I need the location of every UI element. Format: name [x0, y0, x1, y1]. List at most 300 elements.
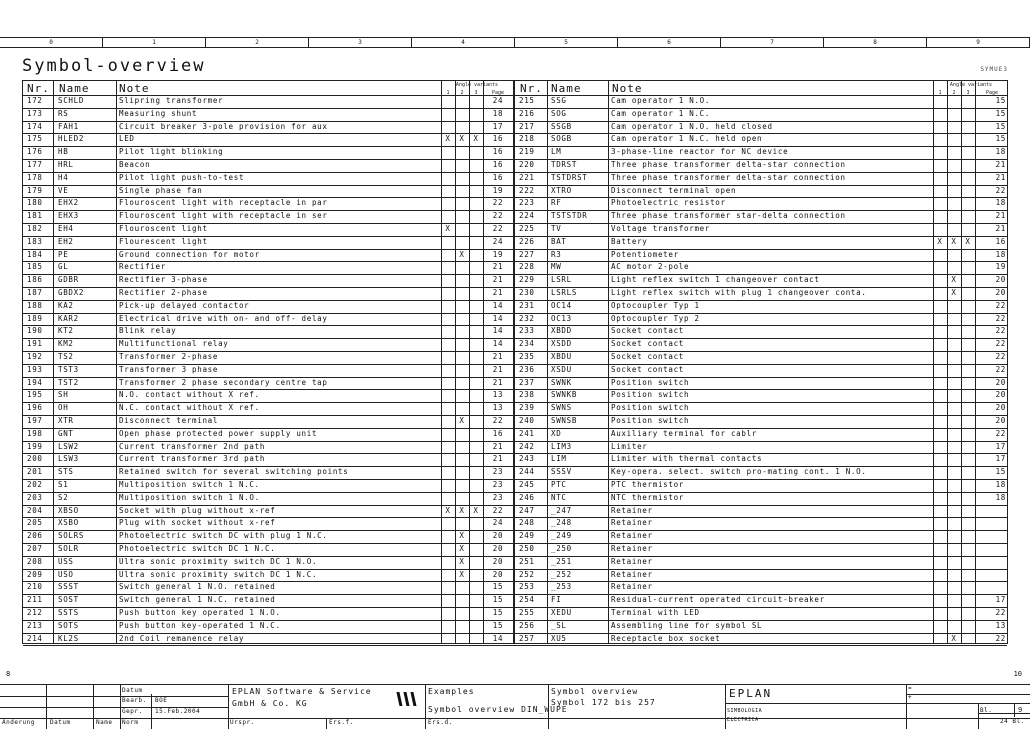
cell-page: 24	[492, 96, 504, 105]
cell-nr: 246	[519, 492, 535, 502]
cell-page: 17	[995, 595, 1006, 605]
cell-note: Ground connection for motor	[119, 249, 260, 259]
cell-note: Cam operator 1 N.O. held closed	[611, 121, 773, 131]
cell-name: GDBR	[58, 275, 79, 285]
cell-nr: 182	[27, 224, 43, 233]
header-name-left: Name	[59, 82, 90, 95]
cell-note: Push button key-operated 1 N.C.	[119, 620, 281, 630]
column-ruler	[0, 37, 1030, 48]
cell-name: SH	[58, 390, 69, 400]
cell-page: 13	[492, 390, 504, 400]
cell-name: USS	[58, 556, 74, 566]
cell-nr: 229	[519, 275, 535, 285]
cell-page: 17	[995, 454, 1006, 464]
table-row	[23, 389, 1009, 402]
cell-nr: 216	[519, 108, 535, 118]
cell-page: 18	[995, 492, 1006, 502]
cell-note: AC motor 2-pole	[611, 262, 690, 272]
cell-note: N.C. contact without X ref.	[119, 403, 260, 413]
cell-name: RS	[58, 108, 69, 118]
cell-page: 21	[995, 224, 1006, 233]
cell-page: 22	[995, 364, 1006, 374]
cell-name: XD	[551, 428, 562, 438]
cell-note: Socket contact	[611, 339, 685, 349]
desc-line2: Symbol 172 bis 257	[551, 698, 656, 707]
cell-page: 22	[995, 300, 1006, 310]
table-row	[23, 633, 1009, 646]
cell-nr: 252	[519, 569, 535, 579]
cell-nr: 227	[519, 249, 535, 259]
cell-nr: 236	[519, 364, 535, 374]
cell-name: EH4	[58, 224, 74, 233]
cell-name: H4	[58, 172, 69, 182]
cell-nr: 209	[27, 569, 43, 579]
cell-page: 22	[995, 326, 1006, 336]
cell-name: USO	[58, 569, 74, 579]
cell-page: 19	[492, 249, 504, 259]
cell-page: 18	[995, 249, 1006, 259]
cell-name: TS2	[58, 352, 74, 361]
table-row	[23, 338, 1009, 351]
cell-page: 15	[995, 96, 1006, 105]
table-row	[23, 517, 1009, 530]
cell-note: Light reflex switch with plug 1 changeover conta.	[611, 288, 867, 297]
cell-note: Three phase transformer delta-star connection	[611, 172, 846, 182]
cell-page: 24	[492, 236, 504, 246]
cell-nr: 205	[27, 518, 43, 528]
cell-note: NTC thermistor	[611, 492, 685, 502]
cell-name: S1	[58, 480, 69, 489]
cell-a2: X	[459, 134, 465, 144]
cell-nr: 220	[519, 160, 535, 169]
cell-nr: 211	[27, 595, 43, 605]
corner-left-number: 8	[6, 670, 11, 678]
cell-page: 14	[492, 326, 504, 336]
table-row	[23, 505, 1009, 518]
cell-page: 15	[492, 608, 504, 617]
cell-nr: 239	[519, 403, 535, 413]
cell-page: 21	[492, 262, 504, 272]
cell-nr: 180	[27, 198, 43, 208]
cell-name: XEDU	[551, 608, 572, 617]
cell-note: Rectifier	[119, 262, 166, 272]
cell-nr: 224	[519, 211, 535, 221]
company-line2: GmbH & Co. KG	[232, 699, 308, 708]
header-nr-left: Nr.	[27, 82, 50, 95]
cell-note: Retainer	[611, 531, 653, 541]
cell-note: Assembling line for symbol SL	[611, 620, 763, 630]
cell-page: 16	[492, 428, 504, 438]
cell-nr: 201	[27, 467, 43, 477]
cell-note: Battery	[611, 236, 648, 246]
cell-nr: 219	[519, 147, 535, 157]
cell-note: Retainer	[611, 544, 653, 553]
header-a2-right: 2	[952, 90, 956, 96]
cell-note: Disconnect terminal open	[611, 185, 737, 195]
cell-page: 21	[492, 352, 504, 361]
cell-nr: 192	[27, 352, 43, 361]
cell-note: Push button key operated 1 N.O.	[119, 608, 281, 617]
cell-nr: 240	[519, 416, 535, 425]
cell-note: Cam operator 1 N.O.	[611, 96, 711, 105]
cell-a2: X	[459, 249, 465, 259]
cell-name: HRL	[58, 160, 74, 169]
table-row	[23, 172, 1009, 185]
cell-page: 21	[492, 377, 504, 387]
cell-page: 15	[492, 620, 504, 630]
grid-line	[23, 645, 1007, 646]
cell-nr: 225	[519, 224, 535, 233]
cell-note: Open phase protected power supply unit	[119, 428, 318, 438]
cell-name: XSDD	[551, 339, 572, 349]
cell-name: S2	[58, 492, 69, 502]
cell-note: Beacon	[119, 160, 151, 169]
cell-name: _248	[551, 518, 572, 528]
table-row	[23, 185, 1009, 198]
header-page-right: Page	[985, 90, 999, 96]
datum-label: Datum	[122, 687, 143, 694]
cell-note: Auxiliary terminal for cablr	[611, 428, 758, 438]
cell-note: Rectifier 3-phase	[119, 275, 208, 285]
cell-name: KL2S	[58, 633, 79, 643]
cell-page: 22	[995, 313, 1006, 323]
cell-name: TSTSTDR	[551, 211, 588, 221]
cell-nr: 221	[519, 172, 535, 182]
cell-page: 22	[492, 224, 504, 233]
cell-name: FI	[551, 595, 562, 605]
cell-name: XU5	[551, 633, 567, 643]
table-row	[23, 108, 1009, 121]
table-row	[23, 377, 1009, 390]
cell-name: SWNKB	[551, 390, 578, 400]
cell-nr: 202	[27, 480, 43, 489]
cell-name: OC13	[551, 313, 572, 323]
cell-nr: 237	[519, 377, 535, 387]
cell-page: 15	[995, 121, 1006, 131]
cell-note: Rectifier 2-phase	[119, 288, 208, 297]
cell-note: Ultra sonic proximity switch DC 1 N.O.	[119, 556, 318, 566]
table-row	[23, 300, 1009, 313]
cell-nr: 186	[27, 275, 43, 285]
cell-a1: X	[445, 134, 451, 144]
cell-note: Retainer	[611, 582, 653, 592]
cell-note: Key-opera. select. switch pro-mating cont. 1 N.O.	[611, 467, 867, 477]
cell-name: KAR2	[58, 313, 79, 323]
cell-name: GL	[58, 262, 69, 272]
cell-nr: 217	[519, 121, 535, 131]
cell-name: SSGB	[551, 121, 572, 131]
cell-page: 17	[995, 441, 1006, 451]
header-a3-left: 3	[474, 90, 478, 96]
cell-note: Flourescent light	[119, 236, 208, 246]
table-row	[23, 428, 1009, 441]
cell-nr: 215	[519, 96, 535, 105]
header-note-right: Note	[612, 82, 643, 95]
ruler-cell: 3	[309, 38, 412, 47]
cell-note: Socket contact	[611, 326, 685, 336]
cell-nr: 233	[519, 326, 535, 336]
table-row	[23, 364, 1009, 377]
titleblock-line	[725, 685, 726, 729]
desc-line1: Symbol overview	[551, 687, 639, 696]
cell-name: OC14	[551, 300, 572, 310]
titleblock-line	[0, 707, 228, 708]
sheet-total: 24 Bl.	[1000, 718, 1025, 725]
cell-note: Switch general 1 N.C. retained	[119, 595, 276, 605]
table-row	[23, 274, 1009, 287]
cell-nr: 190	[27, 326, 43, 336]
table-row	[23, 581, 1009, 594]
cell-note: Transformer 2-phase	[119, 352, 219, 361]
cell-name: RF	[551, 198, 562, 208]
cell-nr: 178	[27, 172, 43, 182]
cell-note: Circuit breaker 3-pole provision for aux	[119, 121, 328, 131]
cell-note: Cam operator 1 N.C.	[611, 108, 711, 118]
cell-nr: 173	[27, 108, 43, 118]
cell-page: 16	[492, 172, 504, 182]
cell-page: 18	[995, 480, 1006, 489]
eq-mark: =	[908, 685, 913, 692]
cell-nr: 174	[27, 121, 43, 131]
cell-nr: 181	[27, 211, 43, 221]
cell-nr: 189	[27, 313, 43, 323]
table-row	[23, 556, 1009, 569]
cell-page: 23	[492, 467, 504, 477]
cell-name: XSDU	[551, 364, 572, 374]
cell-note: Retainer	[611, 518, 653, 528]
cell-note: Pick-up delayed contactor	[119, 300, 250, 310]
cell-note: Photoelectric switch DC 1 N.C.	[119, 544, 276, 553]
cell-name: SWNK	[551, 377, 572, 387]
cell-nr: 226	[519, 236, 535, 246]
cell-name: LSRL	[551, 275, 572, 285]
cell-a2: X	[951, 288, 957, 297]
table-row	[23, 402, 1009, 415]
cell-note: PTC thermistor	[611, 480, 685, 489]
cell-name: TST3	[58, 364, 79, 374]
cell-page: 22	[492, 505, 504, 515]
cell-a3: X	[473, 505, 479, 515]
cell-note: Multiposition switch 1 N.O.	[119, 492, 260, 502]
table-row	[23, 607, 1009, 620]
ruler-cell: 2	[206, 38, 309, 47]
cell-page: 24	[492, 518, 504, 528]
cell-name: TV	[551, 224, 562, 233]
table-row	[23, 569, 1009, 582]
cell-nr: 242	[519, 441, 535, 451]
ers-d-label: Ers.d.	[428, 719, 453, 726]
cell-nr: 208	[27, 556, 43, 566]
header-angle-right: Angle variants	[949, 82, 993, 88]
ruler-cell: 7	[721, 38, 824, 47]
company-logo-icon	[395, 688, 421, 710]
cell-page: 15	[995, 108, 1006, 118]
table-row	[23, 620, 1009, 633]
cell-page: 22	[492, 211, 504, 221]
cell-note: Multifunctional relay	[119, 339, 229, 349]
titleblock-line	[1014, 703, 1015, 717]
cell-page: 21	[995, 160, 1006, 169]
cell-name: SOLR	[58, 544, 79, 553]
cell-name: XSBO	[58, 518, 79, 528]
header-page-left: Page	[491, 90, 505, 96]
ruler-cell: 6	[618, 38, 721, 47]
cell-page: 20	[995, 377, 1006, 387]
cell-name: SWNS	[551, 403, 572, 413]
table-row	[23, 325, 1009, 338]
cell-nr: 241	[519, 428, 535, 438]
cell-note: Flouroscent light	[119, 224, 208, 233]
table-row	[23, 197, 1009, 210]
cell-name: XTRO	[551, 185, 572, 195]
cell-page: 21	[492, 288, 504, 297]
titleblock-line	[978, 713, 1030, 714]
cell-a2: X	[459, 505, 465, 515]
cell-a2: X	[951, 236, 957, 246]
cell-note: Multiposition switch 1 N.C.	[119, 480, 260, 489]
sheet-number: 9	[1018, 706, 1023, 714]
titleblock-line	[151, 694, 152, 729]
cell-name: VE	[58, 185, 69, 195]
cell-name: _247	[551, 505, 572, 515]
cell-page: 18	[995, 147, 1006, 157]
cell-nr: 256	[519, 620, 535, 630]
cell-nr: 204	[27, 505, 43, 515]
cell-page: 13	[492, 403, 504, 413]
titleblock-line	[906, 694, 1030, 695]
cell-nr: 184	[27, 249, 43, 259]
cell-nr: 213	[27, 620, 43, 630]
cell-page: 20	[492, 569, 504, 579]
cell-note: Optocoupler Typ 1	[611, 300, 700, 310]
cell-a2: X	[459, 416, 465, 425]
cell-page: 18	[492, 108, 504, 118]
cell-page: 21	[995, 172, 1006, 182]
cell-name: SCHLD	[58, 96, 85, 105]
cell-name: BAT	[551, 236, 567, 246]
cell-nr: 235	[519, 352, 535, 361]
cell-note: Limiter with thermal contacts	[611, 454, 763, 464]
cell-name: SWNSB	[551, 416, 578, 425]
cell-page: 15	[995, 467, 1006, 477]
cell-note: Ultra sonic proximity switch DC 1 N.C.	[119, 569, 318, 579]
header-name-right: Name	[551, 82, 582, 95]
sheet-number-label: Bl.	[980, 707, 993, 714]
cell-page: 22	[492, 416, 504, 425]
table-row	[23, 210, 1009, 223]
cell-nr: 232	[519, 313, 535, 323]
cell-note: Residual-current operated circuit-breaker	[611, 595, 825, 605]
cell-note: Measuring shunt	[119, 108, 198, 118]
cell-name: FAH1	[58, 121, 79, 131]
cell-nr: 207	[27, 544, 43, 553]
cell-note: Socket with plug without x-ref	[119, 505, 276, 515]
header-note-left: Note	[119, 82, 150, 95]
cell-name: _253	[551, 582, 572, 592]
cell-nr: 245	[519, 480, 535, 489]
header-angle-left: Angle variants	[455, 82, 499, 88]
cell-page: 21	[995, 211, 1006, 221]
cell-page: 20	[995, 288, 1006, 297]
cell-name: EHX2	[58, 198, 79, 208]
cell-note: Retainer	[611, 556, 653, 566]
titleblock-line	[725, 703, 906, 704]
cell-note: Receptacle box socket	[611, 633, 721, 643]
cell-page: 21	[492, 441, 504, 451]
cell-note: Photoelectric resistor	[611, 198, 726, 208]
cell-nr: 187	[27, 288, 43, 297]
cell-nr: 176	[27, 147, 43, 157]
cell-name: _249	[551, 531, 572, 541]
cell-nr: 222	[519, 185, 535, 195]
cell-name: _250	[551, 544, 572, 553]
cell-note: Voltage transformer	[611, 224, 711, 233]
cell-nr: 179	[27, 185, 43, 195]
cell-page: 13	[995, 620, 1006, 630]
cell-page: 21	[492, 454, 504, 464]
cell-page: 20	[995, 403, 1006, 413]
cell-name: LSW2	[58, 441, 79, 451]
cell-page: 18	[995, 198, 1006, 208]
table-row	[23, 441, 1009, 454]
cell-note: Transformer 2 phase secondary centre tap	[119, 377, 328, 387]
cell-note: Slipring transformer	[119, 96, 224, 105]
cell-name: PE	[58, 249, 69, 259]
ruler-cell: 1	[103, 38, 206, 47]
titleblock-line	[228, 685, 229, 729]
cell-nr: 250	[519, 544, 535, 553]
cell-nr: 175	[27, 134, 43, 144]
cell-name: SOLRS	[58, 531, 85, 541]
cell-note: Retainer	[611, 569, 653, 579]
cell-nr: 244	[519, 467, 535, 477]
cell-note: Switch general 1 N.O. retained	[119, 582, 276, 592]
aenderung-label: Änderung	[2, 719, 35, 726]
cell-a2: X	[459, 556, 465, 566]
cell-nr: 230	[519, 288, 535, 297]
ursp-label: Urspr.	[230, 719, 255, 726]
table-row	[23, 159, 1009, 172]
cell-nr: 231	[519, 300, 535, 310]
cell-page: 22	[995, 428, 1006, 438]
cell-nr: 197	[27, 416, 43, 425]
corner-right-number: 10	[1013, 670, 1022, 678]
cell-nr: 177	[27, 160, 43, 169]
cell-name: SOGB	[551, 134, 572, 144]
cell-page: 17	[492, 121, 504, 131]
drawing-name: Symbol overview DIN_WUPE	[428, 705, 568, 714]
cell-note: Position switch	[611, 377, 690, 387]
project-label: Examples	[428, 687, 475, 696]
cell-note: Optocoupler Typ 2	[611, 313, 700, 323]
cell-nr: 198	[27, 428, 43, 438]
company-line1: EPLAN Software & Service	[232, 687, 372, 696]
cell-name: KT2	[58, 326, 74, 336]
table-row	[23, 594, 1009, 607]
cell-note: 3-phase-line reactor for NC device	[611, 147, 789, 157]
cell-page: 16	[492, 147, 504, 157]
cell-a2: X	[951, 275, 957, 285]
cell-name: XBDD	[551, 326, 572, 336]
titleblock-line	[906, 685, 907, 729]
page-title: Symbol-overview	[22, 56, 206, 76]
cell-page: 19	[995, 262, 1006, 272]
cell-note: Three phase transformer delta-star connection	[611, 160, 846, 169]
cell-note: Flouroscent light with receptacle in ser	[119, 211, 328, 221]
cell-note: Transformer 3 phase	[119, 364, 219, 374]
cell-page: 15	[995, 134, 1006, 144]
titleblock-line	[326, 718, 327, 729]
